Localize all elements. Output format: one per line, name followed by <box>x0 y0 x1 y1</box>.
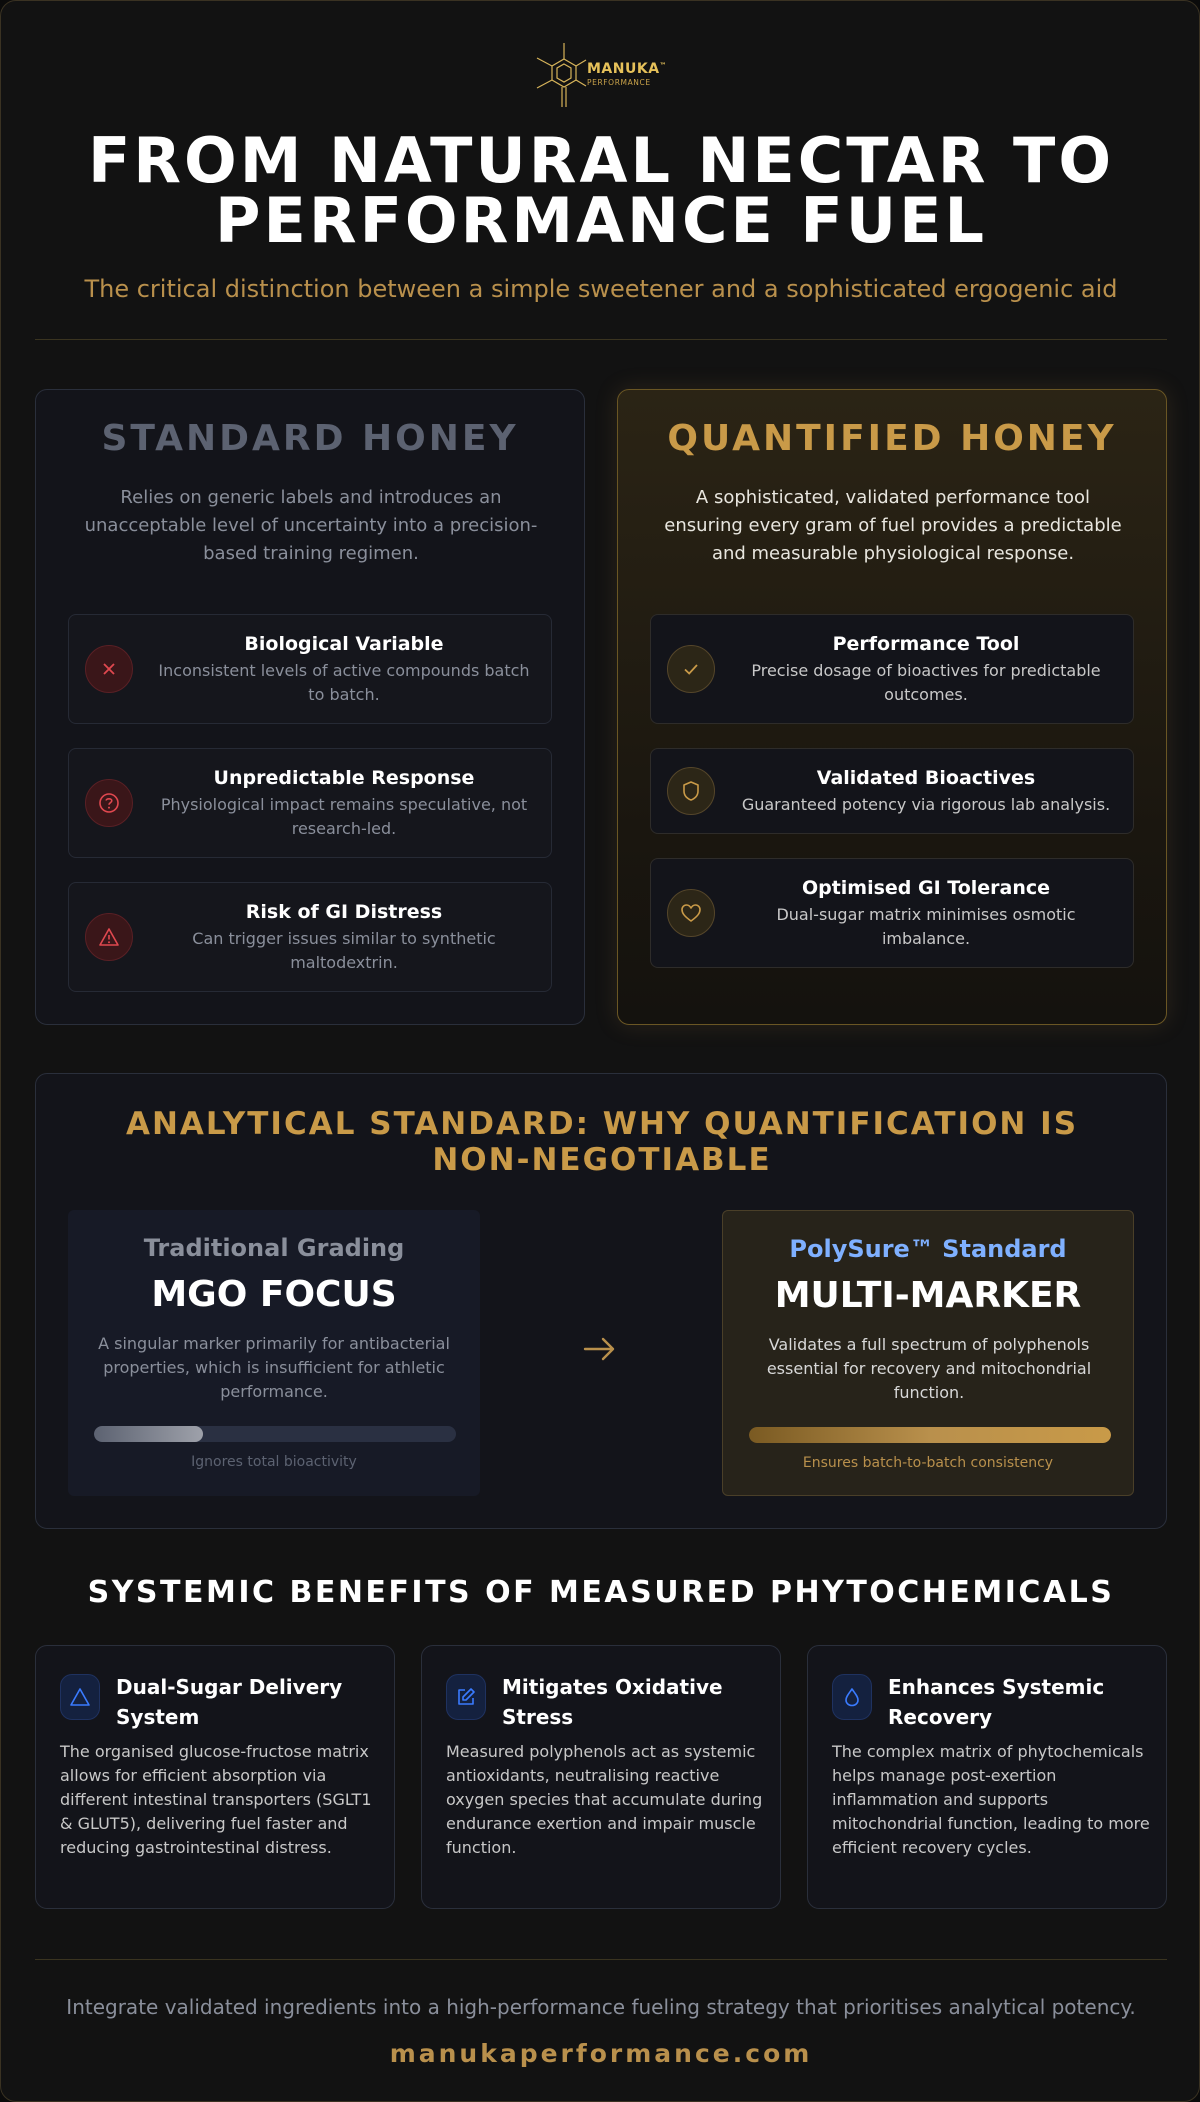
item-desc: Inconsistent levels of active compounds batch to batch. <box>158 661 530 704</box>
title-line-1: FROM NATURAL NECTAR TO <box>87 124 1115 197</box>
list-item <box>68 882 552 992</box>
item-title: Risk of GI Distress <box>245 901 443 923</box>
brand-name: MANUKA™ <box>587 61 668 77</box>
page-subtitle: The critical distinction between a simple sweetener and a sophisticated ergogenic aid <box>84 275 1118 303</box>
triangle-icon <box>60 1674 100 1720</box>
benefits-title: SYSTEMIC BENEFITS OF MEASURED PHYTOCHEMICALS <box>87 1575 1115 1610</box>
warning-icon <box>85 913 133 961</box>
progress-bar <box>749 1427 1111 1443</box>
progress-fill <box>749 1427 1111 1443</box>
item-title: Validated Bioactives <box>816 767 1036 789</box>
benefit-title: Mitigates Oxidative Stress <box>502 1675 723 1729</box>
quantified-honey-card <box>617 389 1167 1025</box>
list-item <box>68 614 552 724</box>
card-title: STANDARD HONEY <box>101 418 519 459</box>
item-title: Unpredictable Response <box>213 767 475 789</box>
section-title: ANALYTICAL STANDARD: WHY QUANTIFICATION IS NON-NEGOTIABLE <box>125 1106 1079 1178</box>
list-item <box>650 858 1134 968</box>
divider <box>35 339 1167 340</box>
footer-url-link[interactable]: manukaperformance.com <box>389 2039 813 2068</box>
panel-label: Traditional Grading <box>143 1234 405 1262</box>
item-desc: Physiological impact remains speculative, not research-led. <box>160 795 528 838</box>
drop-icon <box>832 1674 872 1720</box>
panel-note: Ensures batch-to-batch consistency <box>802 1455 1054 1471</box>
panel-heading: MGO FOCUS <box>151 1274 397 1315</box>
list-item <box>650 614 1134 724</box>
check-icon <box>667 645 715 693</box>
x-icon <box>85 645 133 693</box>
progress-bar <box>94 1426 456 1442</box>
polysure-standard-panel <box>722 1210 1134 1496</box>
item-title: Biological Variable <box>244 633 444 655</box>
benefit-card <box>807 1645 1167 1909</box>
benefit-title: Enhances Systemic Recovery <box>888 1675 1105 1729</box>
list-item <box>68 748 552 858</box>
item-desc: Precise dosage of bioactives for predictable outcomes. <box>751 661 1101 704</box>
panel-label: PolySure™ Standard <box>789 1235 1067 1263</box>
page-title <box>1 124 1200 257</box>
panel-description: A singular marker primarily for antibacterial properties, which is insufficient for athletic performance. <box>98 1334 450 1401</box>
benefit-title: Dual-Sugar Delivery System <box>116 1675 343 1729</box>
list-item <box>650 748 1134 834</box>
divider <box>35 1959 1167 1960</box>
hexagon-molecule-icon <box>535 39 587 111</box>
question-icon <box>85 779 133 827</box>
benefit-desc: The organised glucose-fructose matrix allows for efficient absorption via different intestinal transporters (SGLT1 & GLUT5), delivering fuel faster and reducing gastrointestinal distress. <box>60 1742 372 1857</box>
footer-text: Integrate validated ingredients into a high-performance fueling strategy that prioritises analytical potency. <box>66 1995 1136 2019</box>
arrow-right-icon <box>582 1334 618 1364</box>
panel-description: Validates a full spectrum of polyphenols essential for recovery and mitochondrial function. <box>766 1335 1092 1402</box>
card-description: Relies on generic labels and introduces an unacceptable level of uncertainty into a precision-based training regimen. <box>84 487 538 564</box>
benefit-desc: Measured polyphenols act as systemic antioxidants, neutralising reactive oxygen species that accumulate during endurance exertion and impair muscle function. <box>446 1742 763 1857</box>
item-title: Optimised GI Tolerance <box>801 877 1051 899</box>
brand-logo[interactable] <box>535 39 667 111</box>
benefit-desc: The complex matrix of phytochemicals helps manage post-exertion inflammation and supports mitochondrial function, leading to more efficient recovery cycles. <box>832 1742 1150 1857</box>
item-desc: Can trigger issues similar to synthetic maltodextrin. <box>192 929 496 972</box>
brand-subname: PERFORMANCE <box>587 78 651 87</box>
panel-heading: MULTI-MARKER <box>774 1275 1082 1316</box>
benefit-card <box>35 1645 395 1909</box>
shield-icon <box>667 767 715 815</box>
heart-icon <box>667 889 715 937</box>
progress-fill <box>94 1426 203 1442</box>
panel-note: Ignores total bioactivity <box>191 1454 357 1470</box>
standard-honey-card <box>35 389 585 1025</box>
card-description: A sophisticated, validated performance tool ensuring every gram of fuel provides a predictable and measurable physiological response. <box>664 487 1122 564</box>
card-title: QUANTIFIED HONEY <box>667 418 1117 459</box>
title-line-2: PERFORMANCE FUEL <box>215 184 987 257</box>
item-desc: Guaranteed potency via rigorous lab analysis. <box>741 795 1111 814</box>
item-title: Performance Tool <box>832 633 1020 655</box>
traditional-grading-panel <box>68 1210 480 1496</box>
analytical-standard-section <box>35 1073 1167 1529</box>
benefit-card <box>421 1645 781 1909</box>
edit-icon <box>446 1674 486 1720</box>
item-desc: Dual-sugar matrix minimises osmotic imbalance. <box>776 905 1076 948</box>
